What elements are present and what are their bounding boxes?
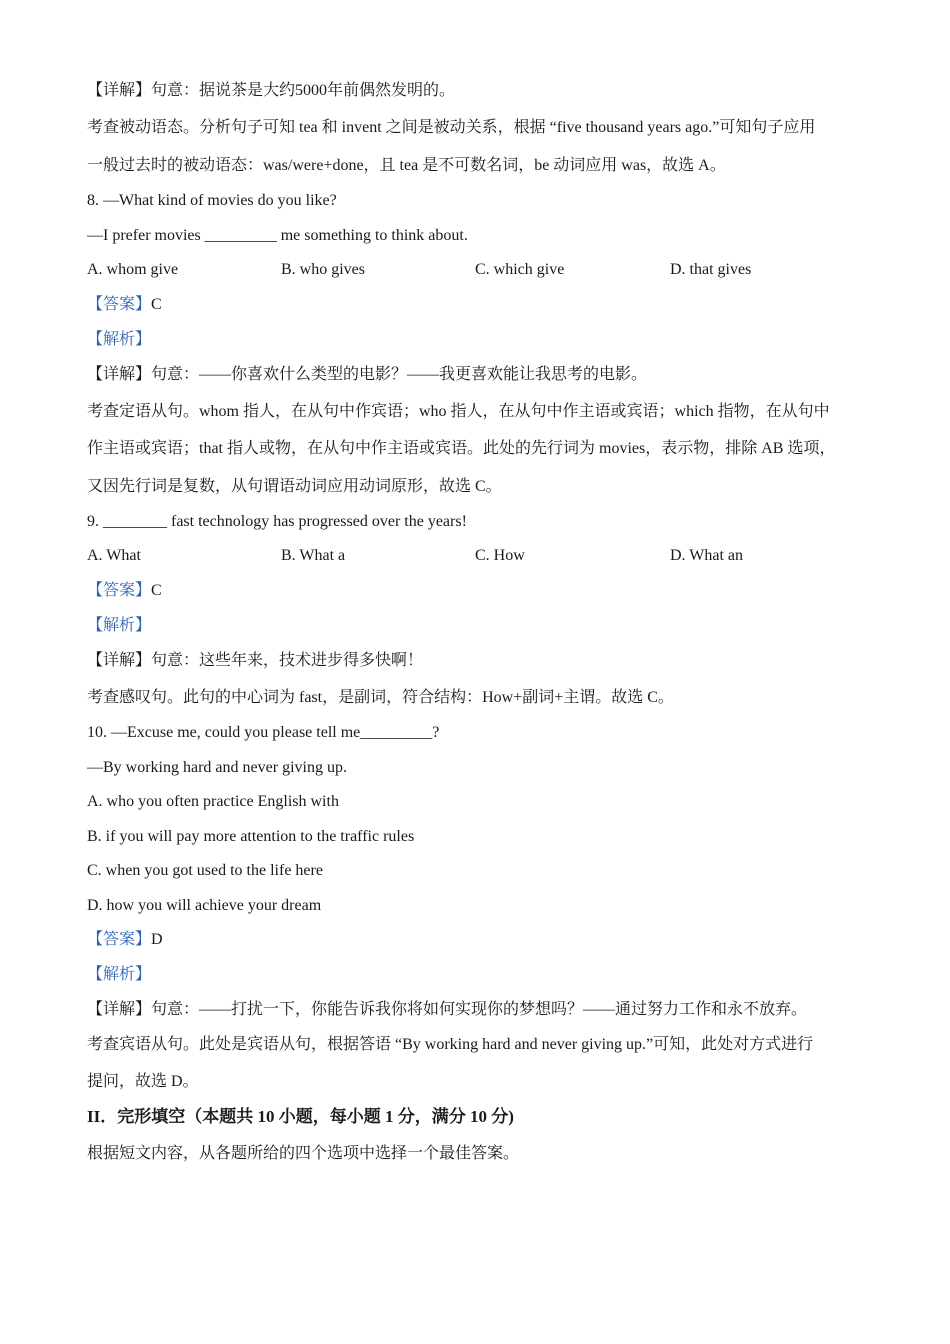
q10-stem-line-1: 10. —Excuse me, could you please tell me_________? bbox=[87, 724, 440, 741]
q9-option-b: B. What a bbox=[281, 547, 346, 564]
q8-option-b: B. who gives bbox=[281, 261, 365, 278]
q10-option-c: C. when you got used to the life here bbox=[87, 862, 323, 879]
q8-answer-tag: 【答案】 bbox=[87, 296, 152, 313]
q10-analysis-line-1: 考查宾语从句。此处是宾语从句，根据答语 “By working hard and never giving up.”可知，此处对方式进行 bbox=[87, 1036, 814, 1053]
q10-detail-text: 句意：——打扰一下，你能告诉我你将如何实现你的梦想吗？——通过努力工作和永不放弃。 bbox=[151, 1001, 808, 1018]
q8-option-a: A. whom give bbox=[87, 261, 179, 278]
q10-detail-line bbox=[87, 1000, 807, 1020]
q8-option-c: C. which give bbox=[475, 261, 565, 278]
q10-analysis-tag: 【解析】 bbox=[87, 966, 152, 983]
q8-analysis-line-1: 考查定语从句。whom 指人，在从句中作宾语；who 指人，在从句中作主语或宾语；which 指物，在从句中 bbox=[87, 403, 830, 420]
q8-answer-line bbox=[87, 295, 162, 315]
q10-option-d: D. how you will achieve your dream bbox=[87, 897, 322, 914]
q9-detail-text: 句意：这些年来，技术进步得多快啊！ bbox=[151, 652, 424, 669]
q9-answer: C bbox=[151, 582, 162, 599]
q8-stem-line-2: —I prefer movies _________ me something to think about. bbox=[87, 227, 468, 244]
q10-answer-line bbox=[87, 930, 163, 950]
q7-detail-line bbox=[87, 81, 455, 101]
q7-analysis-line-1: 考查被动语态。分析句子可知 tea 和 invent 之间是被动关系，根据 “five thousand years ago.”可知句子应用 bbox=[87, 119, 816, 136]
q10-option-b: B. if you will pay more attention to the traffic rules bbox=[87, 828, 415, 845]
q10-answer-tag: 【答案】 bbox=[87, 931, 152, 948]
q10-option-a: A. who you often practice English with bbox=[87, 793, 339, 810]
q8-analysis-tag: 【解析】 bbox=[87, 331, 152, 348]
q9-stem: 9. ________ fast technology has progressed over the years! bbox=[87, 513, 467, 530]
q8-stem-line-1: 8. —What kind of movies do you like? bbox=[87, 192, 337, 209]
section-2-instruction: 根据短文内容，从各题所给的四个选项中选择一个最佳答案。 bbox=[87, 1145, 520, 1162]
q9-option-c: C. How bbox=[475, 547, 525, 564]
q9-option-d: D. What an bbox=[670, 547, 744, 564]
q10-answer: D bbox=[151, 931, 163, 948]
q8-answer: C bbox=[151, 296, 162, 313]
q8-detail-tag: 【详解】 bbox=[87, 366, 152, 383]
q9-option-a: A. What bbox=[87, 547, 141, 564]
section-2-heading: II．完形填空（本题共 10 小题，每小题 1 分，满分 10 分) bbox=[87, 1107, 514, 1126]
q7-detail-text: 句意：据说茶是大约5000年前偶然发明的。 bbox=[151, 82, 456, 99]
q10-stem-line-2: —By working hard and never giving up. bbox=[87, 759, 347, 776]
q9-detail-tag: 【详解】 bbox=[87, 652, 152, 669]
q9-answer-line bbox=[87, 581, 162, 601]
q10-analysis-line-2: 提问，故选 D。 bbox=[87, 1073, 199, 1090]
q9-answer-tag: 【答案】 bbox=[87, 582, 152, 599]
q8-detail-text: 句意：——你喜欢什么类型的电影？——我更喜欢能让我思考的电影。 bbox=[151, 366, 648, 383]
q7-analysis-line-2: 一般过去时的被动语态：was/were+done，且 tea 是不可数名词，be 动词应用 was，故选 A。 bbox=[87, 157, 726, 174]
q8-detail-line bbox=[87, 365, 647, 385]
q7-detail-tag: 【详解】 bbox=[87, 82, 152, 99]
q8-analysis-line-2: 作主语或宾语；that 指人或物，在从句中作主语或宾语。此处的先行词为 movies，表示物，排除 AB 选项， bbox=[87, 440, 836, 457]
q9-analysis-tag: 【解析】 bbox=[87, 617, 152, 634]
q9-detail-line bbox=[87, 651, 423, 671]
q8-analysis-line-3: 又因先行词是复数，从句谓语动词应用动词原形，故选 C。 bbox=[87, 478, 502, 495]
q9-analysis-line-1: 考查感叹句。此句的中心词为 fast，是副词，符合结构：How+副词+主谓。故选 C。 bbox=[87, 689, 674, 706]
q8-option-d: D. that gives bbox=[670, 261, 752, 278]
q10-detail-tag: 【详解】 bbox=[87, 1001, 152, 1018]
